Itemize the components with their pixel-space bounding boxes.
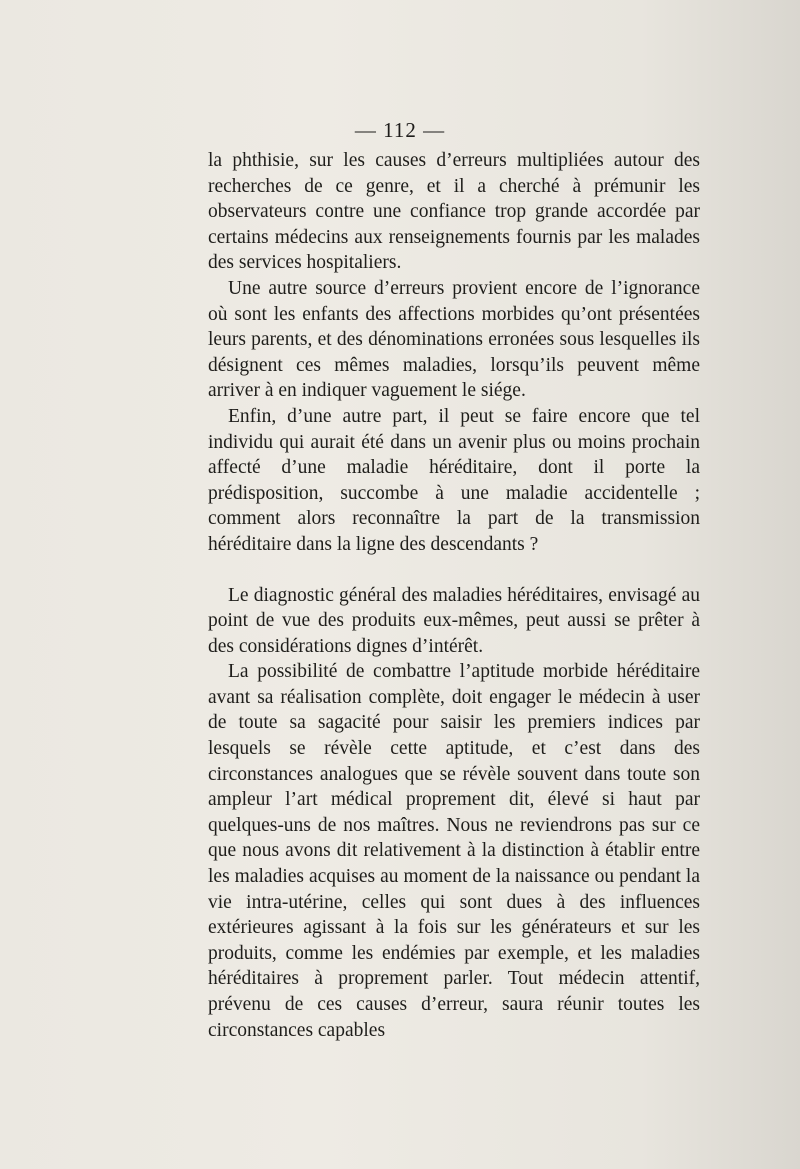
paragraph-4: Le diagnostic général des maladies héréditaires, envisagé au point de vue des produits eux-mêmes, peut aussi se prêter à des considérations dignes d’intérêt. (208, 584, 700, 657)
paragraph-3: Enfin, d’une autre part, il peut se faire encore que tel individu qui aurait été dans un avenir plus ou moins prochain affecté d’une maladie héréditaire, dont il porte la prédisposition, succombe à une maladie accidentelle ; comment alors reconnaître la part de la transmission héréditaire dans la ligne des descendants ? (208, 405, 700, 555)
paragraph-1: la phthisie, sur les causes d’erreurs multipliées autour des recherches de ce genre, et il a cherché à prémunir les observateurs contre une confiance trop grande accordée par certains médecins aux renseignements fournis par les malades des services hospitaliers. (208, 150, 700, 274)
body-text (208, 148, 700, 1043)
paragraph-5: La possibilité de combattre l’aptitude morbide héréditaire avant sa réalisation complète, doit engager le médecin à user de toute sa sagacité pour saisir les premiers indices par lesquels se révèle cette aptitude, et c’est dans des circonstances analogues que se révèle souvent dans toute son ampleur l’art médical proprement dit, élevé si haut par quelques-uns de nos maîtres. Nous ne reviendrons pas sur ce que nous avons dit relativement à la distinction à établir entre les maladies acquises au moment de la naissance ou pendant la vie intra-utérine, celles qui sont dues à des influences extérieures agissant à la fois sur les générateurs et sur les produits, comme les endémies par exemple, et les maladies héréditaires à proprement parler. Tout médecin attentif, prévenu de ces causes d’erreur, saura réunir toutes les circonstances capables (208, 661, 700, 1041)
paragraph-2: Une autre source d’erreurs provient encore de l’ignorance où sont les enfants des affections morbides qu’ont présentées leurs parents, et des dénominations erronées sous lesquelles ils désignent ces mêmes maladies, lorsqu’ils peuvent même arriver à en indiquer vaguement le siége. (208, 277, 700, 402)
page-number: — 112 — (354, 118, 446, 142)
